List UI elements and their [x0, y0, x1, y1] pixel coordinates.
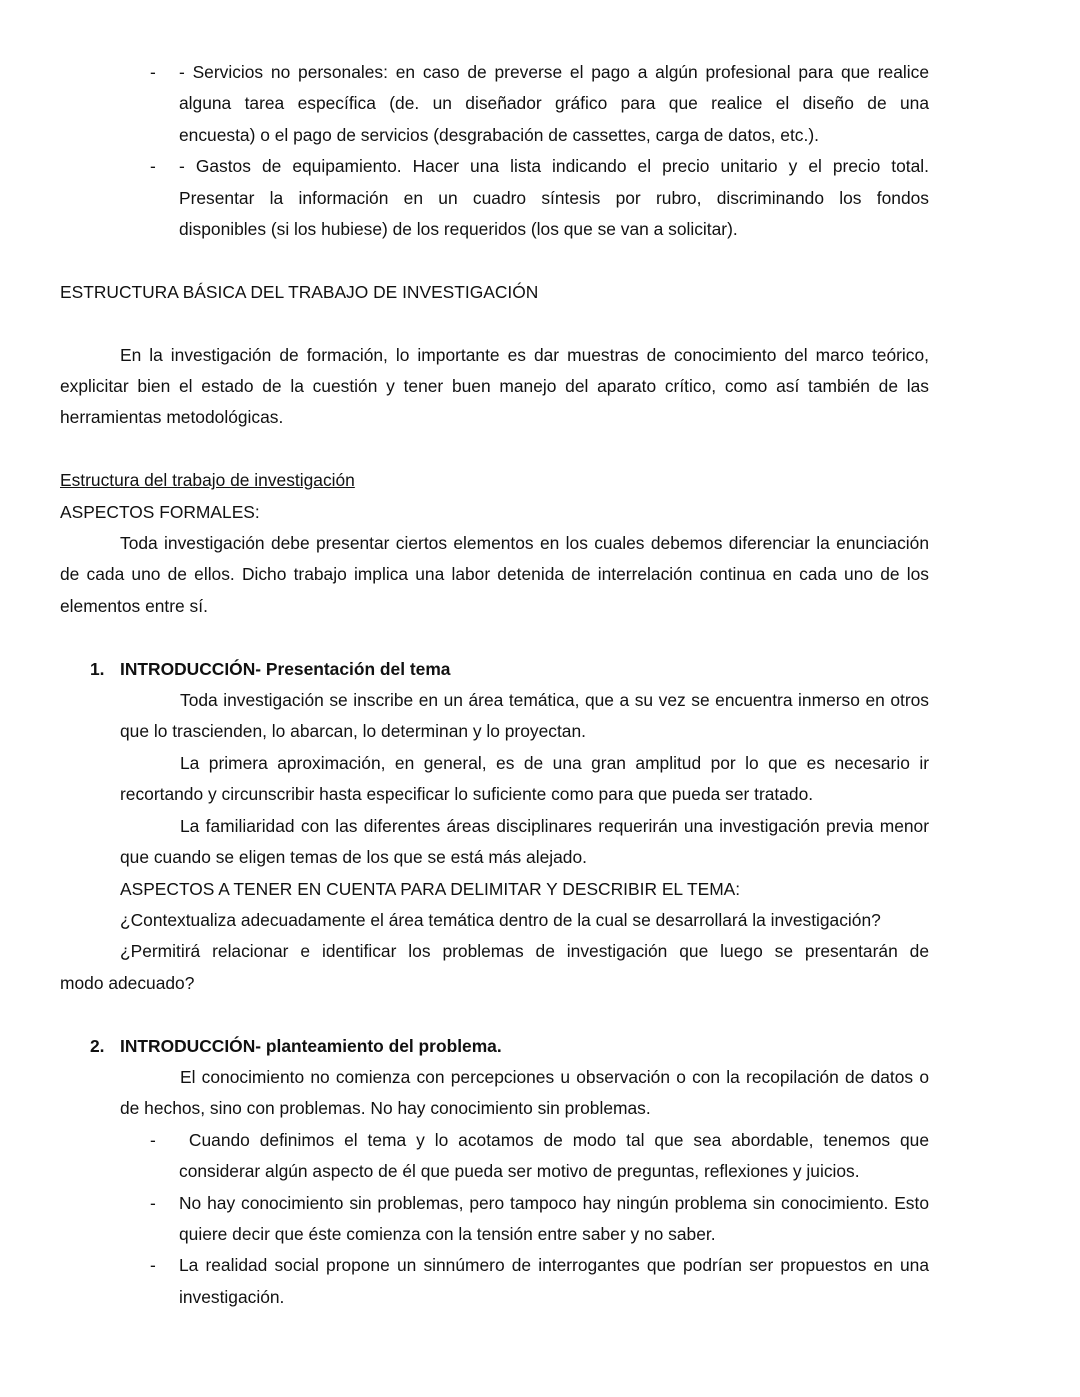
bullet-dash: -	[150, 156, 156, 177]
bullet-dash: -	[150, 1192, 156, 1213]
section1-heading	[60, 654, 929, 685]
document-page	[60, 57, 934, 1313]
bullet-dash: -	[150, 1255, 156, 1276]
section2-bullet	[60, 1250, 929, 1313]
bullet-line: alguna tarea específica (de. un diseñador gráfico para que realice el diseño de una	[179, 93, 929, 114]
structure-title: Estructura del trabajo de investigación	[60, 470, 355, 491]
formal-paragraph: Toda investigación debe presentar ciertos elementos en los cuales debemos diferenciar la enunciación de cada uno de ellos. Dicho trabajo implica una labor detenida de interrelación continua en cada uno de los elementos entre sí.	[60, 533, 929, 616]
section1-title: INTRODUCCIÓN- Presentación del tema	[120, 658, 451, 679]
bullet-text: No hay conocimiento sin problemas, pero tampoco hay ningún problema sin conocimiento. Esto quiere decir que éste comienza con la tensión entre saber y no saber.	[179, 1192, 929, 1244]
bullet-line: Presentar la información en un cuadro síntesis por rubro, discriminando los fondos	[179, 187, 929, 208]
bullet-dash: -	[150, 62, 156, 82]
section1-number: 1.	[90, 658, 105, 679]
bullet-text: La realidad social propone un sinnúmero de interrogantes que podrían ser propuestos en una investigación.	[179, 1255, 929, 1307]
section2-bullet	[60, 1188, 929, 1251]
section2-number: 2.	[90, 1035, 105, 1056]
bullet-line: disponibles (si los hubiese) de los requeridos (los que se van a solicitar).	[179, 219, 738, 240]
bullet-servicios-no-personales	[60, 57, 929, 151]
section1-paragraph: La familiaridad con las diferentes áreas disciplinares requerirán una investigación previa menor que cuando se eligen temas de los que se está más alejado.	[120, 815, 929, 868]
section2-heading	[60, 1031, 929, 1062]
bullet-text: Cuando definimos el tema y lo acotamos de modo tal que sea abordable, tenemos que considerar algún aspecto de él que pueda ser motivo de preguntas, reflexiones y juicios.	[179, 1129, 934, 1182]
section2-paragraph: El conocimiento no comienza con percepciones u observación o con la recopilación de datos o de hechos, sino con problemas. No hay conocimiento sin problemas.	[120, 1066, 929, 1119]
section1-paragraph: Toda investigación se inscribe en un área temática, que a su vez se encuentra inmerso en otros que lo trascienden, lo abarcan, lo determinan y lo proyectan.	[120, 690, 929, 742]
section-title: ESTRUCTURA BÁSICA DEL TRABAJO DE INVESTIGACIÓN	[60, 281, 539, 302]
section1-question: ¿Contextualiza adecuadamente el área temática dentro de la cual se desarrollará la investigación?	[120, 909, 881, 930]
section1-aspects-label: ASPECTOS A TENER EN CUENTA PARA DELIMITAR Y DESCRIBIR EL TEMA:	[120, 878, 741, 899]
bullet-gastos-equipamiento	[60, 151, 929, 245]
bullet-line: encuesta) o el pago de servicios (desgrabación de cassettes, carga de datos, etc.).	[179, 124, 819, 145]
section1-question-continuation: modo adecuado?	[60, 972, 195, 993]
formal-aspects-label: ASPECTOS FORMALES:	[60, 501, 260, 522]
section1-question: ¿Permitirá relacionar e identificar los problemas de investigación que luego se presentarán de	[120, 941, 929, 962]
bullet-line: - Servicios no personales: en caso de preverse el pago a algún profesional para que realice	[179, 62, 929, 82]
section2-title: INTRODUCCIÓN- planteamiento del problema.	[120, 1035, 502, 1056]
section1-paragraph: La primera aproximación, en general, es de una gran amplitud por lo que es necesario ir recortando y circunscribir hasta especificar lo suficiente como para que pueda ser tratado.	[120, 752, 929, 805]
intro-paragraph: En la investigación de formación, lo importante es dar muestras de conocimiento del marco teórico, explicitar bien el estado de la cuestión y tener buen manejo del aparato crítico, como así también de las herramientas metodológicas.	[60, 344, 929, 428]
bullet-line: - Gastos de equipamiento. Hacer una lista indicando el precio unitario y el precio total.	[179, 156, 929, 177]
bullet-dash: -	[150, 1129, 156, 1150]
section2-bullet	[60, 1125, 934, 1188]
